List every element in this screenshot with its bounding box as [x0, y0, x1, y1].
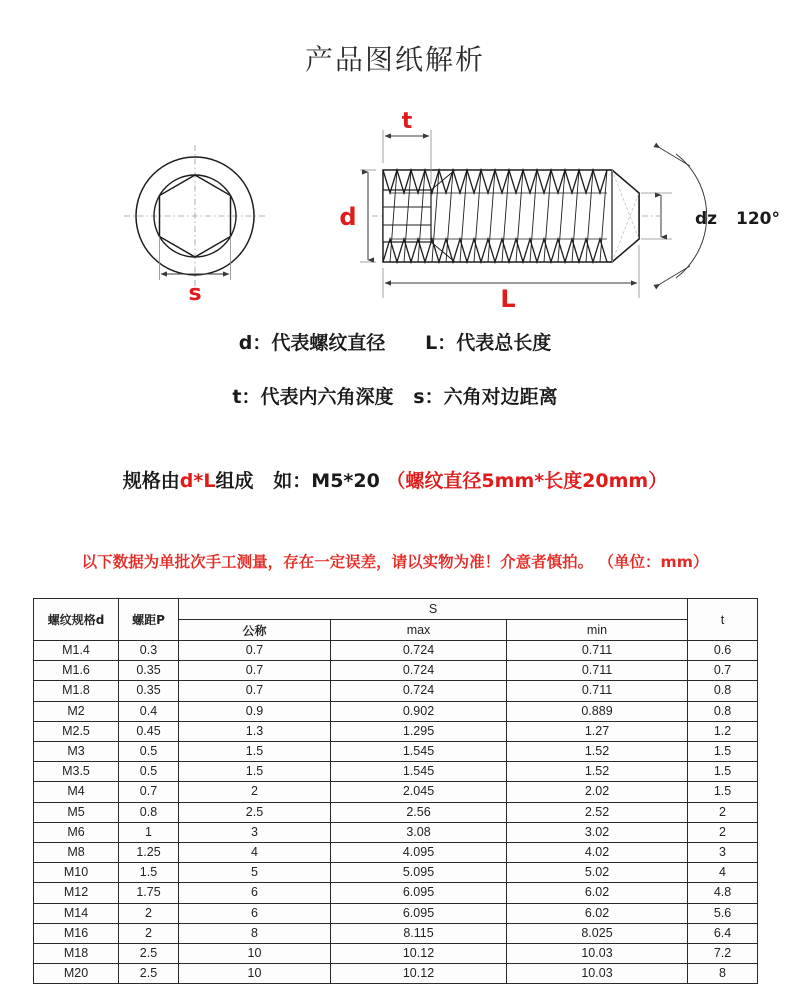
- cell-nominal: 0.7: [179, 641, 331, 661]
- cell-t: 3: [688, 843, 758, 863]
- cell-pitch: 1.75: [119, 883, 179, 903]
- cell-max: 1.295: [331, 721, 507, 741]
- table-row: [34, 661, 758, 681]
- cell-pitch: 0.45: [119, 721, 179, 741]
- cell-min: 2.52: [507, 802, 688, 822]
- table-row: [34, 802, 758, 822]
- header-pitch: 螺距P: [119, 599, 179, 641]
- cell-nominal: 6: [179, 903, 331, 923]
- cell-min: 1.52: [507, 742, 688, 762]
- cell-pitch: 0.35: [119, 681, 179, 701]
- cell-t: 1.2: [688, 721, 758, 741]
- cell-t: 7.2: [688, 944, 758, 964]
- cell-t: 1.5: [688, 742, 758, 762]
- table-body: [34, 641, 758, 984]
- table-row: [34, 863, 758, 883]
- cell-pitch: 0.35: [119, 661, 179, 681]
- cell-spec: M16: [34, 923, 119, 943]
- cell-max: 10.12: [331, 944, 507, 964]
- cell-min: 8.025: [507, 923, 688, 943]
- cell-max: 4.095: [331, 843, 507, 863]
- table-row: [34, 681, 758, 701]
- table-row: [34, 903, 758, 923]
- cell-nominal: 1.5: [179, 742, 331, 762]
- cell-spec: M10: [34, 863, 119, 883]
- dim-label-s: s: [188, 281, 202, 306]
- cell-nominal: 2: [179, 782, 331, 802]
- cell-nominal: 0.7: [179, 661, 331, 681]
- table-row: [34, 721, 758, 741]
- dim-label-dz: dz: [695, 209, 718, 229]
- spec-part-dL: d*L: [179, 470, 216, 492]
- cell-spec: M2: [34, 701, 119, 721]
- table-row: [34, 641, 758, 661]
- cell-max: 3.08: [331, 822, 507, 842]
- cell-nominal: 1.3: [179, 721, 331, 741]
- cell-nominal: 6: [179, 883, 331, 903]
- cell-pitch: 2: [119, 923, 179, 943]
- cell-spec: M18: [34, 944, 119, 964]
- cell-pitch: 0.4: [119, 701, 179, 721]
- table-row: [34, 923, 758, 943]
- cell-t: 0.6: [688, 641, 758, 661]
- cell-t: 2: [688, 802, 758, 822]
- cell-max: 6.095: [331, 883, 507, 903]
- header-t: t: [688, 599, 758, 641]
- cell-t: 1.5: [688, 782, 758, 802]
- cell-max: 2.045: [331, 782, 507, 802]
- cell-min: 0.711: [507, 641, 688, 661]
- cell-pitch: 1: [119, 822, 179, 842]
- cell-nominal: 8: [179, 923, 331, 943]
- spec-part-note: （螺纹直径5mm*长度20mm）: [386, 470, 668, 492]
- cell-pitch: 0.5: [119, 742, 179, 762]
- header-group-s: S: [179, 599, 688, 620]
- cell-pitch: 0.3: [119, 641, 179, 661]
- page-title: 产品图纸解析: [304, 43, 485, 76]
- legend-line-1: d：代表螺纹直径 L：代表总长度: [238, 332, 552, 354]
- cell-spec: M14: [34, 903, 119, 923]
- cell-min: 0.889: [507, 701, 688, 721]
- cell-nominal: 2.5: [179, 802, 331, 822]
- cell-t: 0.8: [688, 681, 758, 701]
- cell-pitch: 2.5: [119, 964, 179, 984]
- dim-label-d: d: [339, 203, 357, 231]
- cell-spec: M6: [34, 822, 119, 842]
- table-row: [34, 964, 758, 984]
- technical-drawing: [0, 108, 790, 308]
- cell-t: 2: [688, 822, 758, 842]
- cell-t: 6.4: [688, 923, 758, 943]
- spec-format-line: [0, 466, 790, 493]
- cell-max: 8.115: [331, 923, 507, 943]
- table-row: [34, 742, 758, 762]
- cell-pitch: 1.25: [119, 843, 179, 863]
- cell-min: 0.711: [507, 681, 688, 701]
- header-nominal: 公称: [179, 620, 331, 641]
- table-row: [34, 822, 758, 842]
- spec-table-container: [33, 598, 757, 984]
- cell-max: 2.56: [331, 802, 507, 822]
- table-row: [34, 944, 758, 964]
- cell-nominal: 0.7: [179, 681, 331, 701]
- cell-nominal: 10: [179, 964, 331, 984]
- spec-part-3: 组成 如：M5*20: [215, 470, 387, 492]
- cell-spec: M3: [34, 742, 119, 762]
- table-header-row-1: [34, 599, 758, 620]
- legend-line-2: t：代表内六角深度 s：六角对边距离: [232, 386, 558, 408]
- cell-max: 0.724: [331, 661, 507, 681]
- cell-t: 5.6: [688, 903, 758, 923]
- cell-nominal: 3: [179, 822, 331, 842]
- cell-nominal: 4: [179, 843, 331, 863]
- cell-pitch: 0.5: [119, 762, 179, 782]
- cell-max: 5.095: [331, 863, 507, 883]
- specification-table: [33, 598, 758, 984]
- cell-min: 5.02: [507, 863, 688, 883]
- cell-t: 8: [688, 964, 758, 984]
- cell-max: 0.724: [331, 641, 507, 661]
- dim-label-L: L: [500, 285, 516, 308]
- cell-nominal: 5: [179, 863, 331, 883]
- cell-pitch: 1.5: [119, 863, 179, 883]
- cell-t: 4.8: [688, 883, 758, 903]
- cell-spec: M1.8: [34, 681, 119, 701]
- cell-min: 10.03: [507, 964, 688, 984]
- cell-nominal: 1.5: [179, 762, 331, 782]
- cell-max: 0.902: [331, 701, 507, 721]
- measurement-disclaimer: 以下数据为单批次手工测量，存在一定误差，请以实物为准！介意者慎拍。 （单位：mm）: [81, 553, 709, 571]
- cell-min: 3.02: [507, 822, 688, 842]
- cell-spec: M20: [34, 964, 119, 984]
- cell-min: 1.27: [507, 721, 688, 741]
- cell-spec: M3.5: [34, 762, 119, 782]
- cell-max: 10.12: [331, 964, 507, 984]
- cell-spec: M1.6: [34, 661, 119, 681]
- cell-min: 6.02: [507, 883, 688, 903]
- cell-spec: M12: [34, 883, 119, 903]
- cell-pitch: 0.7: [119, 782, 179, 802]
- cell-max: 1.545: [331, 762, 507, 782]
- cell-pitch: 2: [119, 903, 179, 923]
- cell-t: 0.8: [688, 701, 758, 721]
- table-row: [34, 701, 758, 721]
- cell-t: 0.7: [688, 661, 758, 681]
- header-max: max: [331, 620, 507, 641]
- cell-spec: M8: [34, 843, 119, 863]
- cell-min: 6.02: [507, 903, 688, 923]
- cell-pitch: 0.8: [119, 802, 179, 822]
- header-thread-spec: 螺纹规格d: [34, 599, 119, 641]
- cell-max: 0.724: [331, 681, 507, 701]
- cell-spec: M4: [34, 782, 119, 802]
- cell-min: 1.52: [507, 762, 688, 782]
- header-min: min: [507, 620, 688, 641]
- cell-spec: M5: [34, 802, 119, 822]
- table-row: [34, 843, 758, 863]
- end-view-group: [124, 145, 266, 287]
- table-row: [34, 883, 758, 903]
- cell-nominal: 0.9: [179, 701, 331, 721]
- table-head: [34, 599, 758, 641]
- side-view-group: [360, 130, 707, 298]
- cell-pitch: 2.5: [119, 944, 179, 964]
- cell-spec: M2.5: [34, 721, 119, 741]
- cell-nominal: 10: [179, 944, 331, 964]
- spec-part-1: 规格由: [122, 470, 180, 492]
- cell-t: 1.5: [688, 762, 758, 782]
- table-row: [34, 762, 758, 782]
- dim-label-t: t: [401, 109, 413, 134]
- angle-label-120: 120°: [736, 209, 780, 229]
- cell-spec: M1.4: [34, 641, 119, 661]
- table-row: [34, 782, 758, 802]
- cell-min: 4.02: [507, 843, 688, 863]
- cell-max: 1.545: [331, 742, 507, 762]
- cell-t: 4: [688, 863, 758, 883]
- cell-min: 0.711: [507, 661, 688, 681]
- cell-min: 10.03: [507, 944, 688, 964]
- cell-max: 6.095: [331, 903, 507, 923]
- cell-min: 2.02: [507, 782, 688, 802]
